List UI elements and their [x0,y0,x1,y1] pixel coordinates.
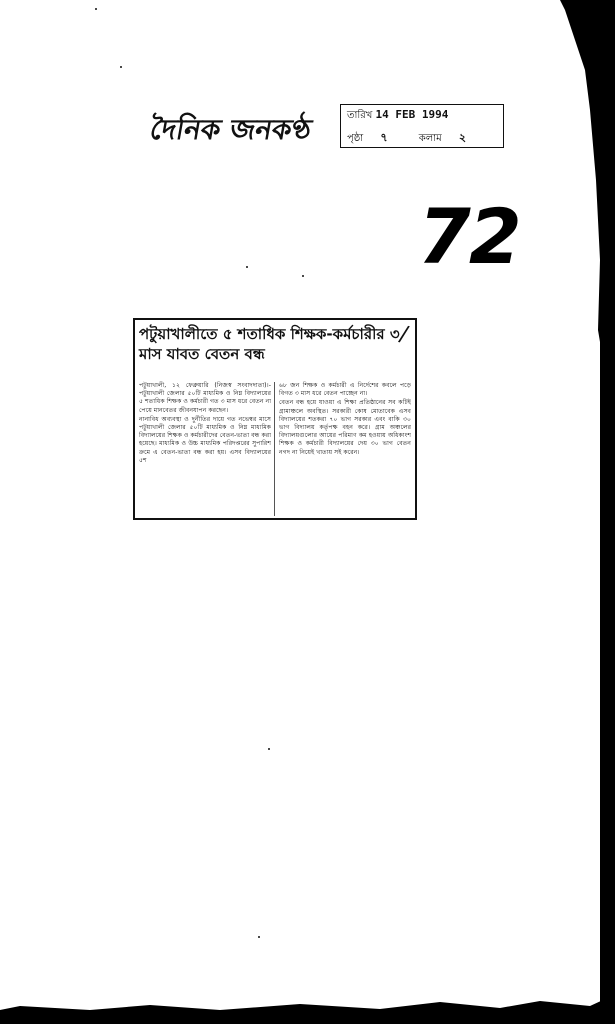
stamp-column-label: কলাম [418,133,442,144]
stamp-column-value: ২ [458,131,466,144]
stamp-page-row [347,129,466,147]
dust-speck [95,8,97,10]
dust-speck [268,748,270,750]
clipping-right-column [279,382,411,458]
stamp-page-label: পৃষ্ঠা [347,133,364,144]
pen-mark: / [396,321,411,348]
paragraph: বেতন বন্ধ হয়ে যাওয়া এ শিক্ষা প্রতিষ্ঠানের সব কটিই গ্রামাঞ্চলে অবস্থিত। সরকারী কোষ মোতাবেক এসব বিদ্যালয়ের শতকরা ৭০ ভাগ সরকার এবং বাকি ৩০ ভাগ বিদ্যালয় কর্তৃপক্ষ বহন করে। গ্রাম অঞ্চলের বিদ্যালয়গুলোর আয়ের পরিমাণ কম হওয়ায় অধিকাংশ শিক্ষক ও কর্মচারী বিদ্যালয়ের দেয় ৩০ ভাগ বেতন নগদ না নিয়েই খাতায় সই করেন। [279,399,411,456]
dust-speck [302,275,304,277]
dust-speck [258,936,260,938]
paragraph: নানাবিধ অব্যবস্থা ও দুর্নীতির দায়ে গত নভেম্বর মাসে পটুয়াখালী জেলার ৫০টি মাধ্যমিক ও নিম্ন মাধ্যমিক বিদ্যালয়ের শিক্ষক ও কর্মচারীদের বেতন-ভাতা বন্ধ করা হয়েছে। মাধ্যমিক ও উচ্চ মাধ্যমিক পরিদপ্তরের সুপারিশ ক্রমে এ বেতন-ভাতা বন্ধ করা হয়। এসব বিদ্যালয়ের ৫শ [139,415,271,464]
clipping-headline: পটুয়াখালীতে ৫ শতাধিক শিক্ষক-কর্মচারীর ৩ মাস যাবত বেতন বন্ধ [139,325,400,363]
stamp-date-row [347,108,448,126]
paragraph: ৬৮ জন শিক্ষক ও কর্মচারী এ নির্দেশের কবলে পড়ে বিগত ৩ মাস ধরে বেতন পাচ্ছেন না। [279,382,411,398]
stamp-page-value: ৭ [380,131,388,144]
paragraph: পটুয়াখালী, ১২ ফেব্রুয়ারি (নিজস্ব সংবাদদাতা)।- পটুয়াখালী জেলার ৫০টি মাধ্যমিক ও নিম্ন বিদ্যালয়ের ৫ শতাধিক শিক্ষক ও কর্মচারী গত ৩ মাস ধরে বেতন না পেয়ে মানবেতর জীবনযাপন করছেন। [139,382,271,414]
news-clipping [133,318,417,520]
column-divider [274,382,275,516]
clipping-left-column [139,382,271,466]
dust-speck [120,66,122,68]
stamp-date-label: তারিখ [347,110,373,121]
handwritten-page-number: 72 [418,192,520,281]
newspaper-masthead: দৈনিক জনকণ্ঠ [147,113,315,146]
stamp-date-value: 14 FEB 1994 [375,108,449,121]
dust-speck [246,266,248,268]
date-stamp [340,104,504,148]
